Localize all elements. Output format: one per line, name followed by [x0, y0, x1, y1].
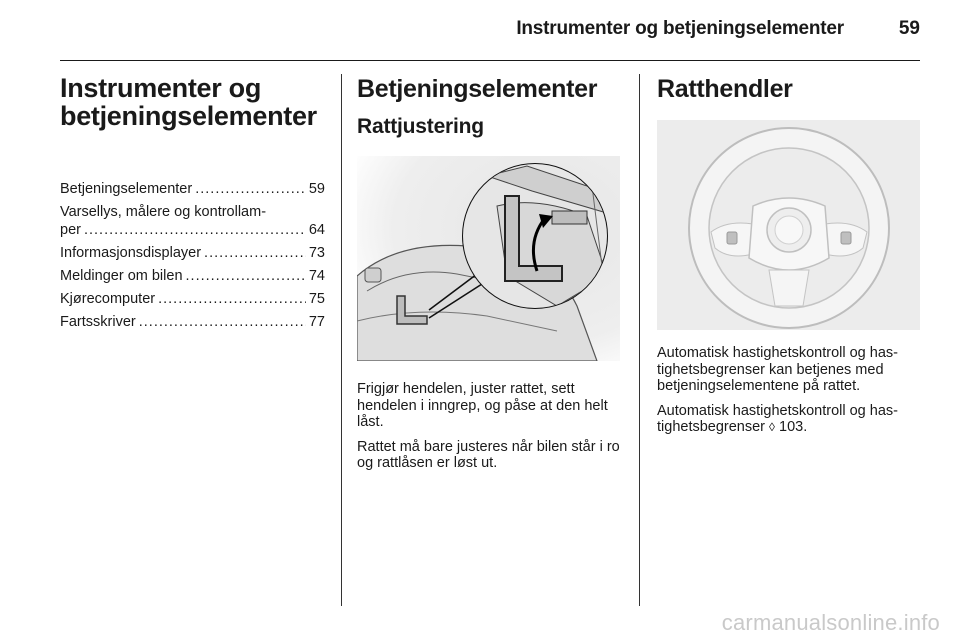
running-header-title: Instrumenter og betjeningselementer [516, 18, 844, 39]
toc-leader-dots [186, 267, 306, 285]
toc-item-text: per [60, 222, 81, 238]
header-divider [60, 60, 920, 61]
toc-leader-dots [204, 244, 306, 262]
column-divider-2 [639, 74, 640, 606]
page-reference-icon: ◊ [769, 420, 775, 434]
toc-item-meldinger[interactable] [60, 267, 325, 285]
page-number: 59 [898, 18, 920, 39]
table-of-contents [60, 180, 325, 331]
ratthendler-title: Ratthendler [657, 75, 793, 103]
ratthendler-description: Automatisk hastighetskontroll og has-tighetsbegrenser kan betjenes med betjeningselementene på rattet. [657, 345, 898, 394]
ratthendler-reference [657, 403, 920, 436]
steering-wheel-drawing [657, 120, 920, 330]
watermark-text: carmanualsonline.info [721, 610, 940, 635]
column-divider-1 [341, 74, 342, 606]
toc-item-page: 59 [308, 181, 325, 197]
section-title: Betjeningselementer [357, 75, 598, 103]
reference-page-link[interactable]: 103. [779, 419, 808, 435]
toc-item-text-line1: Varsellys, målere og kontrollam- [60, 204, 267, 220]
toc-item-betjeningselementer[interactable] [60, 180, 325, 198]
toc-item-page: 64 [308, 222, 325, 238]
section-column [357, 74, 622, 480]
chapter-column [60, 74, 325, 336]
ratthendler-reference-text: Automatisk hastighetskontroll og has-tighetsbegrenser [657, 402, 898, 435]
toc-item-text: Fartsskriver [60, 314, 136, 330]
chapter-title-line2: betjeningselementer [60, 101, 317, 131]
subsection-title: Rattjustering [357, 115, 484, 138]
toc-item-page: 77 [308, 314, 325, 330]
toc-item-informasjonsdisplayer[interactable] [60, 244, 325, 262]
steering-adjustment-illustration [357, 156, 620, 361]
toc-leader-dots [84, 221, 306, 239]
toc-item-text: Informasjonsdisplayer [60, 245, 202, 261]
page-header [60, 18, 920, 46]
toc-leader-dots [195, 180, 306, 198]
toc-item-kjorecomputer[interactable] [60, 290, 325, 308]
toc-item-text: Betjeningselementer [60, 181, 193, 197]
toc-item-fartsskriver[interactable] [60, 313, 325, 331]
toc-item-page: 74 [308, 268, 325, 284]
toc-item-text: Kjørecomputer [60, 291, 156, 307]
steering-adjustment-warning: Rattet må bare justeres når bilen står i ro og rattlåsen er løst ut. [357, 438, 620, 471]
ratthendler-column [657, 74, 920, 444]
steering-lever-drawing [357, 156, 620, 361]
chapter-title [60, 74, 325, 130]
steering-wheel-illustration [657, 120, 920, 330]
toc-item-text: Meldinger om bilen [60, 268, 183, 284]
toc-item-page: 73 [308, 245, 325, 261]
toc-leader-dots [139, 313, 306, 331]
toc-item-page: 75 [308, 291, 325, 307]
steering-adjustment-instruction: Frigjør hendelen, juster rattet, sett hendelen i inngrep, og påse at den helt låst. [357, 381, 608, 430]
toc-leader-dots [158, 290, 306, 308]
toc-item-varsellys[interactable] [60, 203, 325, 239]
chapter-title-line1: Instrumenter og [60, 73, 262, 103]
